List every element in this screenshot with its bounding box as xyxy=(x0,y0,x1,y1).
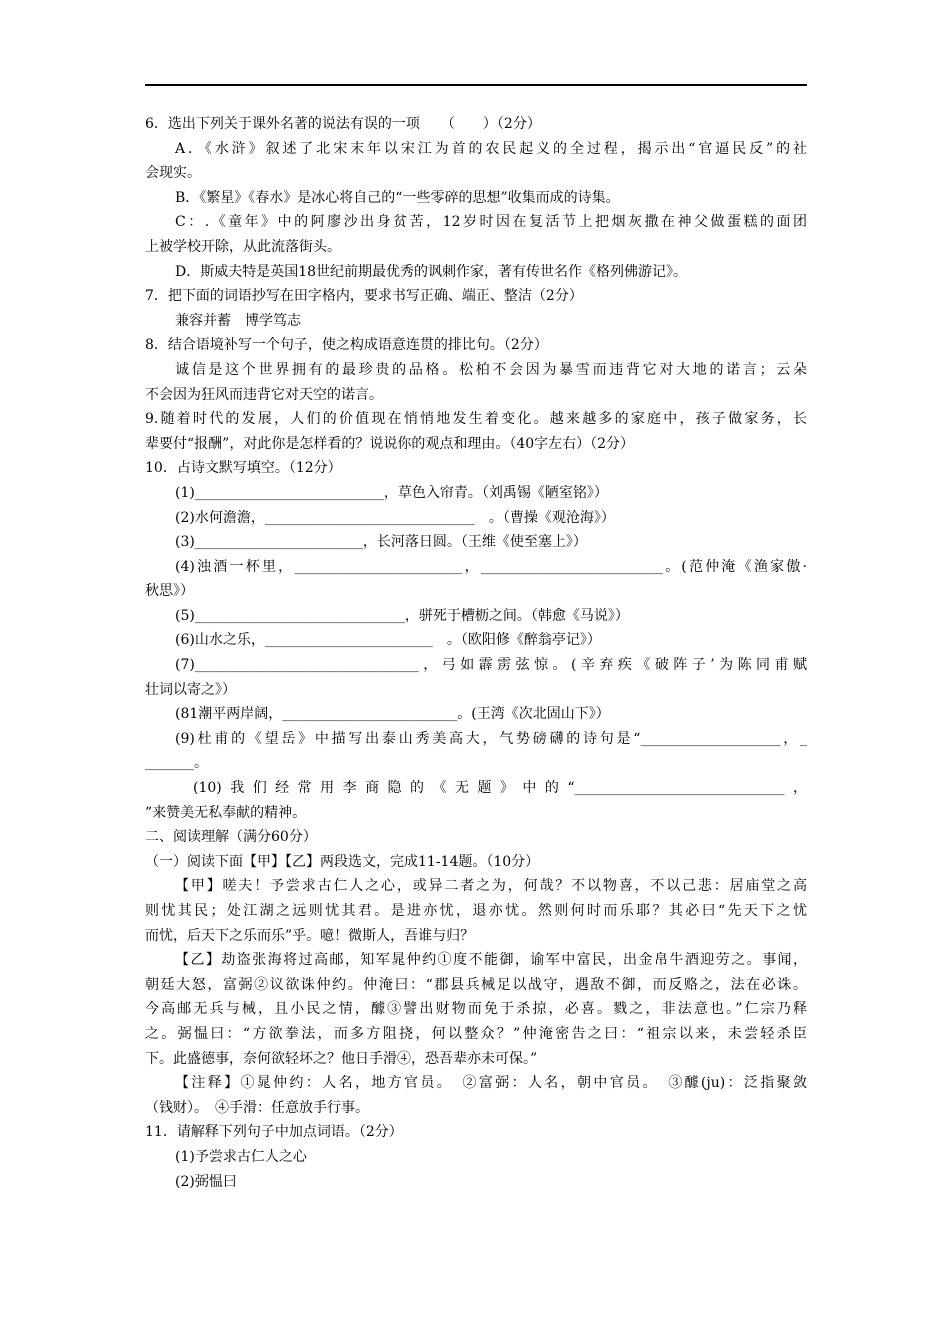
passage-yi-line-4: 之。弼愠曰：“方欲拳法，而多方阻挠，何以整众？”仲淹密告之曰：“祖宗以来，未尝轻杀臣 xyxy=(145,1025,807,1042)
question-6-option-a-cont: 会现实。 xyxy=(145,165,201,182)
question-8-context: 诚信是这个世界拥有的最珍贵的品格。松柏不会因为暴雪而违背它对大地的诺言；云朵 xyxy=(175,361,807,378)
question-11-item-1: (1)予尝求古仁人之心 xyxy=(175,1148,307,1165)
question-11-stem: 11．请解释下列句子中加点词语。（2分） xyxy=(145,1124,403,1141)
question-10-item-9: (9)杜甫的《望岳》中描写出泰山秀美高大，气势磅礴的诗句是“____________________，_ xyxy=(175,730,807,747)
question-9-stem: 9.随着时代的发展，人们的价值现在悄悄地发生着变化。越来越多的家庭中，孩子做家务，长 xyxy=(145,411,807,428)
question-10-item-3: (3)________________________，长河落日圆。（王维《使至塞上》） xyxy=(175,534,587,551)
passage-yi-line-3: 今高邮无兵与械，且小民之情，醵③譬出财物而免于杀掠，必喜。戮之，非法意也。”仁宗乃释 xyxy=(145,1001,807,1018)
section-2-heading: 二、阅读理解（满分60分） xyxy=(145,829,317,846)
question-7-stem: 7．把下面的词语抄写在田字格内，要求书写正确、端正、整洁（2分） xyxy=(145,288,583,305)
reading-1-instructions: （一）阅读下面【甲】【乙】两段选文，完成11-14题。（10分） xyxy=(145,853,540,870)
question-8-context-cont: 不会因为狂风而违背它对天空的诺言。 xyxy=(145,386,383,403)
question-10-item-8: (81潮平两岸阔，_________________________。(王湾《次北固山下》） xyxy=(175,706,610,723)
question-9-stem-cont: 辈要付“报酬”，对此你是怎样看的？说说你的观点和理由。（40字左右）（2分） xyxy=(145,435,635,452)
question-8-stem: 8．结合语境补写一个句子，使之构成语意连贯的排比句。（2分） xyxy=(145,337,548,354)
question-6-option-c: C：.《童年》中的阿廖沙出身贫苦，12岁时因在复活节上把烟灰撒在神父做蛋糕的面团 xyxy=(175,214,807,231)
question-10-item-1: (1)___________________________，草色入帘青。（刘禹锡《陋室铭》） xyxy=(175,484,608,501)
question-10-item-4: (4)浊酒一杯里，________________________，__________________________。(范仲淹《渔家傲· xyxy=(175,558,807,575)
exam-page xyxy=(145,112,807,1194)
question-7-words: 兼容并蓄 博学笃志 xyxy=(175,312,301,329)
passage-yi-line-2: 朝廷大怒，富弼②议欲诛仲约。仲淹曰：“郡县兵械足以战守，遇敌不御，而反赂之，法在必诛。 xyxy=(145,976,807,993)
passage-jia-line-2: 则忧其民；处江湖之远则忧其君。是进亦忧，退亦忧。然则何时而乐耶？其必曰“先天下之忧 xyxy=(145,903,807,919)
question-10-stem: 10．占诗文默写填空。（12分） xyxy=(145,460,342,477)
question-6-option-a: A．《水浒》叙述了北宋末年以宋江为首的农民起义的全过程，揭示出“官逼民反”的社 xyxy=(175,140,807,157)
question-10-item-9-cont: _______。 xyxy=(145,755,208,772)
question-10-item-7-cont: 壮词以寄之》） xyxy=(145,681,236,698)
question-6-stem: 6．选出下列关于课外名著的说法有误的一项 （ ）（2分） xyxy=(145,116,541,132)
question-6-option-b: B．《繁星》《春水》是冰心将自己的“一些零碎的思想”收集而成的诗集。 xyxy=(175,189,620,206)
passage-jia-line-1: 【甲】嗟夫！予尝求古仁人之心，或异二者之为，何哉？不以物喜，不以己悲：居庙堂之高 xyxy=(175,878,807,895)
question-10-item-5: (5)______________________________，骈死于槽枥之间。（韩愈《马说》） xyxy=(175,607,629,624)
header-rule xyxy=(145,84,807,86)
question-6-option-d: D．斯威夫特是英国18世纪前期最优秀的讽刺作家，著有传世名作《格列佛游记》。 xyxy=(175,263,688,280)
annotation-line-2: （钱财）。 ④手滑：任意放手行事。 xyxy=(145,1099,369,1116)
question-10-item-4-cont: 秋思》） xyxy=(145,583,194,600)
question-10-item-6: (6)山水之乐，________________________ 。（欧阳修《醉翁亭记》） xyxy=(175,632,601,649)
question-11-item-2: (2)弼愠曰 xyxy=(175,1173,237,1190)
passage-yi-line-1: 【乙】劫盗张海将过高邮，知军晁仲约①度不能御，谕军中富民，出金帛牛酒迎劳之。事闻， xyxy=(175,952,807,969)
question-10-item-10: (10)我们经常用李商隐的《无题》中的“______________________________， xyxy=(193,780,807,797)
passage-yi-line-5: 下。此盛德事，奈何欲轻坏之？他日手滑④，恐吾辈亦未可保。” xyxy=(145,1050,538,1067)
annotation-line-1: 【注释】①晁仲约：人名，地方官员。 ②富弼：人名，朝中官员。 ③醵(ju)：泛指聚敛 xyxy=(175,1075,807,1092)
question-10-item-2: (2)水何澹澹，______________________________ 。（曹操《观沧海》） xyxy=(175,509,615,526)
question-10-item-10-cont: ”来赞美无私奉献的精神。 xyxy=(145,804,307,821)
question-10-item-7: (7)________________________________，弓如霹雳弦惊。(辛弃疾《破阵子’为陈同甫赋 xyxy=(175,657,807,674)
question-6-option-c-cont: 上被学校开除，从此流落街头。 xyxy=(145,238,341,255)
passage-jia-line-3: 而忧，后天下之乐而乐”乎。噫！微斯人，吾谁与归？ xyxy=(145,927,475,944)
